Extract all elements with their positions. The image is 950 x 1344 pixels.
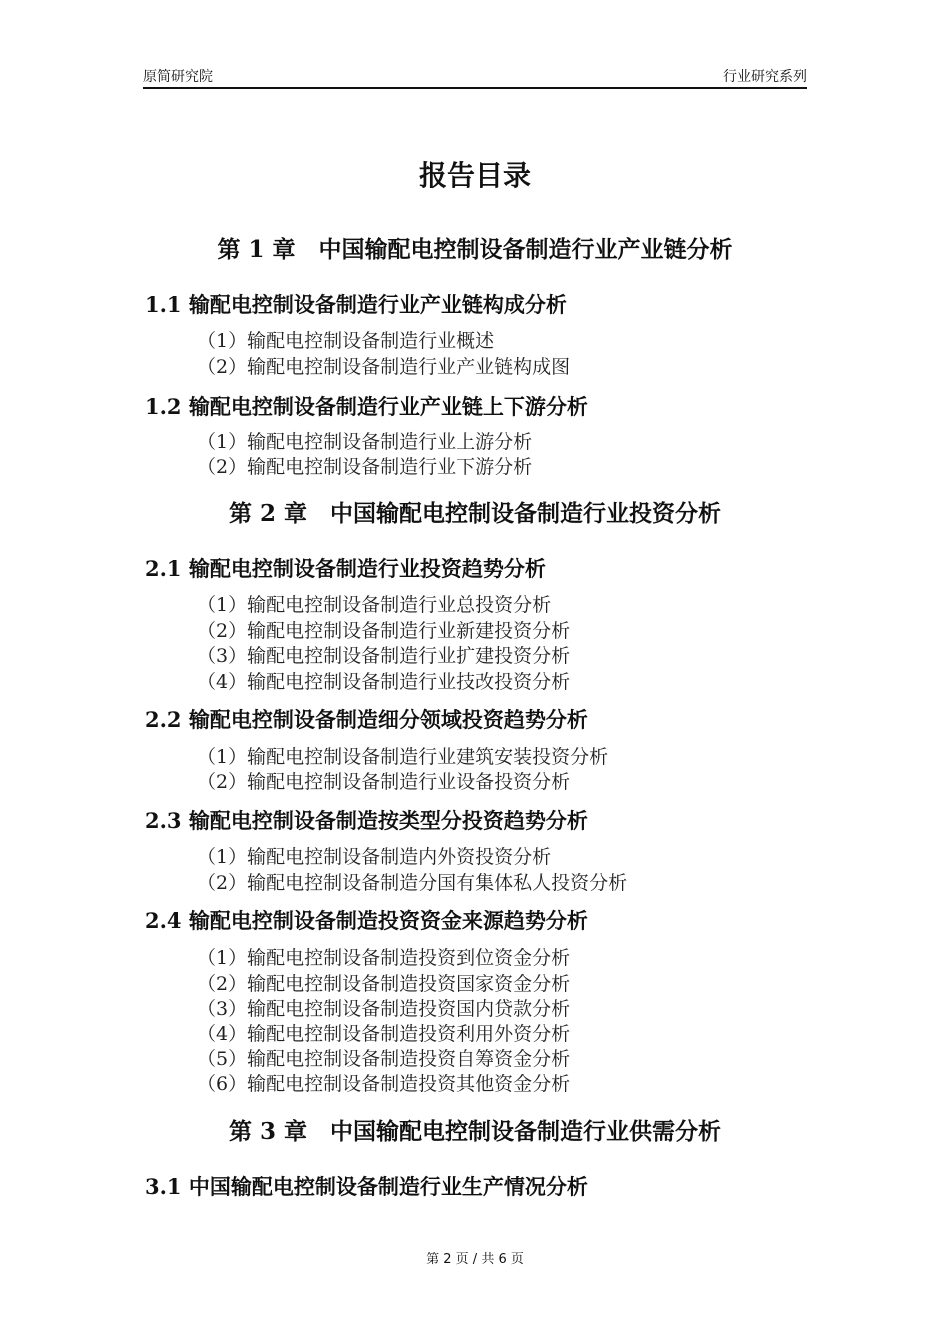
header-right-series: 行业研究系列	[723, 69, 807, 85]
toc-item: （1）输配电控制设备制造投资到位资金分析	[197, 946, 571, 969]
toc-item: （5）输配电控制设备制造投资自筹资金分析	[197, 1047, 571, 1070]
toc-item: （3）输配电控制设备制造行业扩建投资分析	[197, 644, 571, 667]
toc-section: 2.2 输配电控制设备制造细分领域投资趋势分析	[145, 706, 588, 732]
toc-section: 2.1 输配电控制设备制造行业投资趋势分析	[145, 555, 546, 581]
header-divider	[143, 87, 807, 89]
toc-chapter: 第 2 章 中国输配电控制设备制造行业投资分析	[228, 499, 722, 527]
toc-item: （1）输配电控制设备制造行业上游分析	[197, 430, 533, 453]
header-left-org: 原简研究院	[143, 69, 213, 85]
toc-section: 2.3 输配电控制设备制造按类型分投资趋势分析	[145, 807, 588, 833]
page-number: 第 2 页 / 共 6 页	[426, 1252, 524, 1267]
toc-item: （2）输配电控制设备制造分国有集体私人投资分析	[197, 871, 628, 894]
toc-chapter: 第 1 章 中国输配电控制设备制造行业产业链分析	[217, 235, 733, 263]
toc-section: 2.4 输配电控制设备制造投资资金来源趋势分析	[145, 907, 588, 933]
toc-section: 1.1 输配电控制设备制造行业产业链构成分析	[145, 291, 567, 317]
toc-item: （1）输配电控制设备制造行业概述	[197, 329, 495, 352]
toc-item: （3）输配电控制设备制造投资国内贷款分析	[197, 997, 571, 1020]
toc-item: （2）输配电控制设备制造行业下游分析	[197, 455, 533, 478]
toc-chapter: 第 3 章 中国输配电控制设备制造行业供需分析	[228, 1117, 722, 1145]
toc-section: 3.1 中国输配电控制设备制造行业生产情况分析	[145, 1173, 588, 1199]
toc-item: （4）输配电控制设备制造投资利用外资分析	[197, 1022, 571, 1045]
toc-item: （2）输配电控制设备制造行业设备投资分析	[197, 770, 571, 793]
toc-item: （1）输配电控制设备制造行业总投资分析	[197, 593, 552, 616]
toc-item: （1）输配电控制设备制造行业建筑安装投资分析	[197, 745, 609, 768]
toc-item: （2）输配电控制设备制造行业产业链构成图	[197, 355, 571, 378]
toc-section: 1.2 输配电控制设备制造行业产业链上下游分析	[145, 393, 588, 419]
toc-item: （2）输配电控制设备制造投资国家资金分析	[197, 972, 571, 995]
toc-item: （2）输配电控制设备制造行业新建投资分析	[197, 619, 571, 642]
toc-item: （4）输配电控制设备制造行业技改投资分析	[197, 670, 571, 693]
toc-item: （6）输配电控制设备制造投资其他资金分析	[197, 1072, 571, 1095]
page-title: 报告目录	[418, 159, 531, 192]
toc-item: （1）输配电控制设备制造内外资投资分析	[197, 845, 552, 868]
